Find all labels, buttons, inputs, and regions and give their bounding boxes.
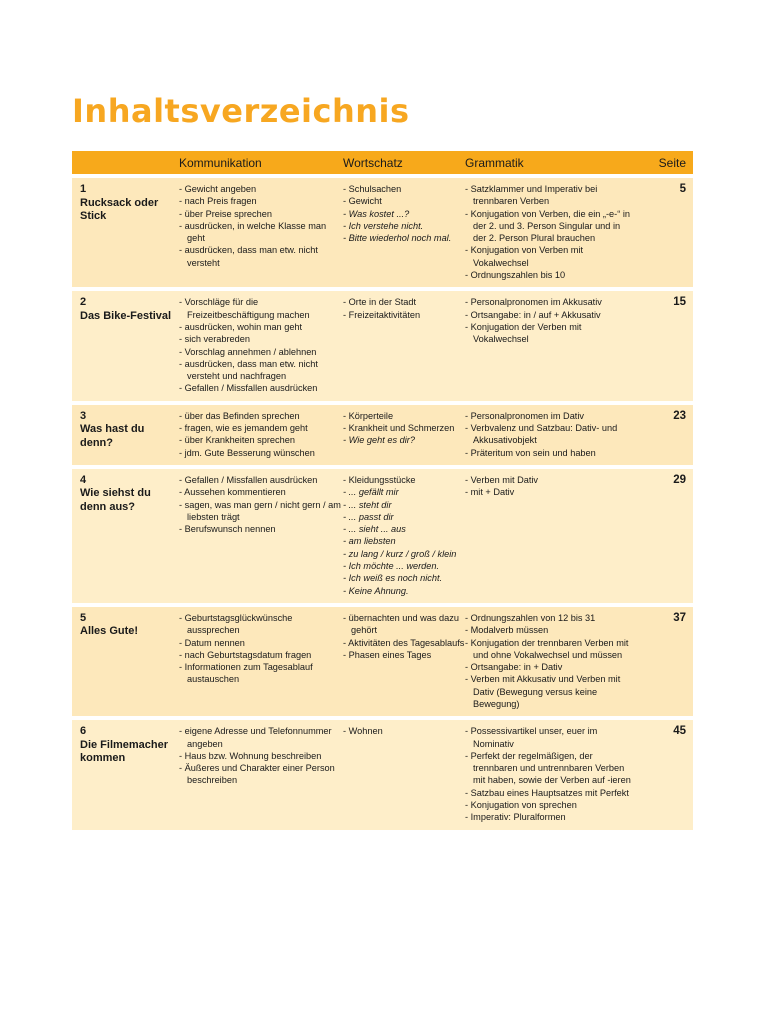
list-item: - Gefallen / Missfallen ausdrücken xyxy=(179,382,343,394)
list-item: - Aktivitäten des Tagesablaufs xyxy=(343,637,465,649)
list-item: - Keine Ahnung. xyxy=(343,585,465,597)
list-item: - über Krankheiten sprechen xyxy=(179,434,343,446)
list-item: - Satzklammer und Imperativ bei trennbaren Verben xyxy=(465,183,635,208)
list-item: - Personalpronomen im Dativ xyxy=(465,410,635,422)
list-item: - Gewicht angeben xyxy=(179,183,343,195)
list-item: - Ortsangabe: in / auf + Akkusativ xyxy=(465,309,635,321)
list-item: - Freizeitaktivitäten xyxy=(343,309,465,321)
list-item: - jdm. Gute Besserung wünschen xyxy=(179,447,343,459)
list-item: - Konjugation von sprechen xyxy=(465,799,635,811)
header-kommunikation: Kommunikation xyxy=(179,151,343,174)
unit-name: Rucksack oder Stick xyxy=(80,196,159,222)
list-item: - Ich verstehe nicht. xyxy=(343,220,465,232)
unit-cell xyxy=(72,469,179,603)
wortschatz-cell xyxy=(343,405,465,465)
list-item: - Konjugation der Verben mit Vokalwechsel xyxy=(465,321,635,346)
list-item: - ... passt dir xyxy=(343,511,465,523)
list-item: - Konjugation von Verben, die ein „-e-“ in der 2. und 3. Person Singular und in der 2. Person Plural brauchen xyxy=(465,208,635,245)
list-item: - Berufswunsch nennen xyxy=(179,523,343,535)
list-item: - nach Geburtstagsdatum fragen xyxy=(179,649,343,661)
list-item: - Was kostet ...? xyxy=(343,208,465,220)
list-item: - Orte in der Stadt xyxy=(343,296,465,308)
wortschatz-cell xyxy=(343,720,465,829)
list-item: - Personalpronomen im Akkusativ xyxy=(465,296,635,308)
list-item: - sich verabreden xyxy=(179,333,343,345)
grammatik-cell xyxy=(465,720,635,829)
list-item: - ... gefällt mir xyxy=(343,486,465,498)
kommunikation-cell xyxy=(179,607,343,716)
list-item: - über das Befinden sprechen xyxy=(179,410,343,422)
list-item: - Krankheit und Schmerzen xyxy=(343,422,465,434)
page-number: 45 xyxy=(635,720,693,829)
table-row xyxy=(72,178,693,287)
list-item: - Verbvalenz und Satzbau: Dativ- und Akkusativobjekt xyxy=(465,422,635,447)
wortschatz-cell xyxy=(343,469,465,603)
grammatik-cell xyxy=(465,469,635,603)
wortschatz-cell xyxy=(343,291,465,400)
page-number: 5 xyxy=(635,178,693,287)
list-item: - Verben mit Akkusativ und Verben mit Dativ (Bewegung versus keine Bewegung) xyxy=(465,673,635,710)
list-item: - ausdrücken, dass man etw. nicht versteht xyxy=(179,244,343,269)
unit-number: 2 xyxy=(80,296,87,309)
unit-cell xyxy=(72,405,179,465)
unit-number: 3 xyxy=(80,409,87,422)
list-item: - Kleidungsstücke xyxy=(343,474,465,486)
table-row xyxy=(72,291,693,400)
list-item: - Informationen zum Tagesablauf austauschen xyxy=(179,661,343,686)
list-item: - Ordnungszahlen von 12 bis 31 xyxy=(465,612,635,624)
list-item: - Ich möchte ... werden. xyxy=(343,560,465,572)
unit-name: Alles Gute! xyxy=(80,625,139,638)
list-item: - am liebsten xyxy=(343,535,465,547)
page-number: 15 xyxy=(635,291,693,400)
list-item: - zu lang / kurz / groß / klein xyxy=(343,548,465,560)
page-number: 29 xyxy=(635,469,693,603)
list-item: - ausdrücken, wohin man geht xyxy=(179,321,343,333)
header-wortschatz: Wortschatz xyxy=(343,151,465,174)
list-item: - Phasen eines Tages xyxy=(343,649,465,661)
unit-number: 6 xyxy=(80,725,87,738)
list-item: - Äußeres und Charakter einer Person beschreiben xyxy=(179,762,343,787)
unit-name: Das Bike-Festival xyxy=(80,309,172,322)
table-row xyxy=(72,720,693,829)
list-item: - Possessivartikel unser, euer im Nominativ xyxy=(465,725,635,750)
list-item: - Ordnungszahlen bis 10 xyxy=(465,269,635,281)
header-unit xyxy=(72,151,179,174)
unit-cell xyxy=(72,291,179,400)
list-item: - Ortsangabe: in + Dativ xyxy=(465,661,635,673)
kommunikation-cell xyxy=(179,291,343,400)
kommunikation-cell xyxy=(179,405,343,465)
list-item: - Imperativ: Pluralformen xyxy=(465,811,635,823)
grammatik-cell xyxy=(465,405,635,465)
unit-cell xyxy=(72,720,179,829)
list-item: - ausdrücken, dass man etw. nicht versteht und nachfragen xyxy=(179,358,343,383)
list-item: - ... sieht ... aus xyxy=(343,523,465,535)
list-item: - Körperteile xyxy=(343,410,465,422)
list-item: - über Preise sprechen xyxy=(179,208,343,220)
list-item: - Vorschläge für die Freizeitbeschäftigung machen xyxy=(179,296,343,321)
list-item: - Modalverb müssen xyxy=(465,624,635,636)
list-item: - mit + Dativ xyxy=(465,486,635,498)
list-item: - Schulsachen xyxy=(343,183,465,195)
list-item: - Konjugation der trennbaren Verben mit und ohne Vokalwechsel und müssen xyxy=(465,637,635,662)
unit-name: Was hast du denn? xyxy=(80,423,145,449)
table-row xyxy=(72,607,693,716)
list-item: - Verben mit Dativ xyxy=(465,474,635,486)
list-item: - Konjugation von Verben mit Vokalwechsel xyxy=(465,244,635,269)
list-item: - ... steht dir xyxy=(343,499,465,511)
list-item: - übernachten und was dazu gehört xyxy=(343,612,465,637)
list-item: - Aussehen kommentieren xyxy=(179,486,343,498)
unit-cell xyxy=(72,607,179,716)
unit-name: Die Filmemacher kommen xyxy=(80,738,169,765)
list-item: - Haus bzw. Wohnung beschreiben xyxy=(179,750,343,762)
grammatik-cell xyxy=(465,607,635,716)
table-row xyxy=(72,405,693,465)
table-row xyxy=(72,469,693,603)
list-item: - Vorschlag annehmen / ablehnen xyxy=(179,346,343,358)
list-item: - Präteritum von sein und haben xyxy=(465,447,635,459)
list-item: - Geburtstagsglückwünsche aussprechen xyxy=(179,612,343,637)
list-item: - nach Preis fragen xyxy=(179,195,343,207)
list-item: - Wie geht es dir? xyxy=(343,434,465,446)
list-item: - Bitte wiederhol noch mal. xyxy=(343,232,465,244)
list-item: - Wohnen xyxy=(343,725,465,737)
list-item: - Satzbau eines Hauptsatzes mit Perfekt xyxy=(465,787,635,799)
header-grammatik: Grammatik xyxy=(465,151,635,174)
page-number: 37 xyxy=(635,607,693,716)
list-item: - Datum nennen xyxy=(179,637,343,649)
kommunikation-cell xyxy=(179,720,343,829)
toc-table xyxy=(72,147,693,834)
wortschatz-cell xyxy=(343,178,465,287)
page-title: Inhaltsverzeichnis xyxy=(72,92,410,130)
grammatik-cell xyxy=(465,178,635,287)
grammatik-cell xyxy=(465,291,635,400)
list-item: - eigene Adresse und Telefonnummer angeben xyxy=(179,725,343,750)
page-number: 23 xyxy=(635,405,693,465)
unit-number: 4 xyxy=(80,473,87,486)
list-item: - Perfekt der regelmäßigen, der trennbaren und untrennbaren Verben mit haben, sowie der Verben auf -ieren xyxy=(465,750,635,787)
unit-number: 1 xyxy=(80,183,87,195)
kommunikation-cell xyxy=(179,469,343,603)
list-item: - fragen, wie es jemandem geht xyxy=(179,422,343,434)
header-seite: Seite xyxy=(635,151,693,174)
table-header-row xyxy=(72,151,693,174)
list-item: - Gefallen / Missfallen ausdrücken xyxy=(179,474,343,486)
list-item: - sagen, was man gern / nicht gern / am liebsten trägt xyxy=(179,499,343,524)
list-item: - ausdrücken, in welche Klasse man geht xyxy=(179,220,343,245)
unit-name: Wie siehst du denn aus? xyxy=(80,487,151,513)
unit-number: 5 xyxy=(80,611,87,624)
kommunikation-cell xyxy=(179,178,343,287)
list-item: - Ich weiß es noch nicht. xyxy=(343,572,465,584)
unit-cell xyxy=(72,178,179,287)
wortschatz-cell xyxy=(343,607,465,716)
list-item: - Gewicht xyxy=(343,195,465,207)
